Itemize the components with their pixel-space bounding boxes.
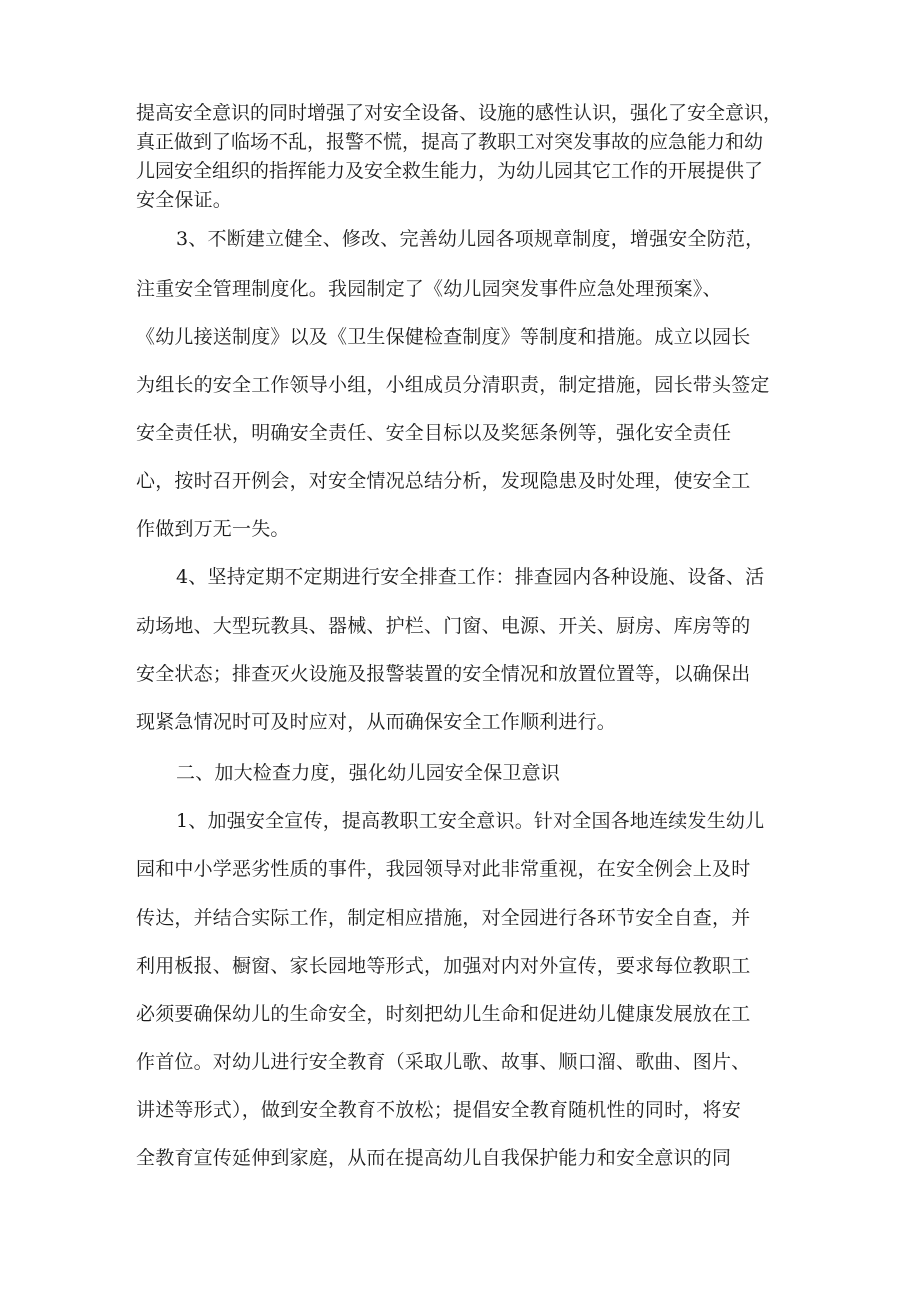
text-line: 现紧急情况时可及时应对，从而确保安全工作顺利进行。 [136,711,617,733]
text-line: 必须要确保幼儿的生命安全，时刻把幼儿生命和促进幼儿健康发展放在工 [136,1003,751,1025]
section-heading: 二、加大检查力度，强化幼儿园安全保卫意识 [176,762,561,784]
text-line: 动场地、大型玩教具、器械、护栏、门窗、电源、开关、厨房、库房等的 [136,615,751,637]
text-line: 讲述等形式），做到安全教育不放松；提倡安全教育随机性的同时，将安 [136,1099,741,1121]
text-line: 安全保证。 [136,189,233,211]
text-line: 真正做到了临场不乱，报警不慌，提高了教职工对突发事故的应急能力和幼 [136,131,764,153]
paragraph-heading-line: 3、不断建立健全、修改、完善幼儿园各项规章制度，增强安全防范， [176,228,765,250]
paragraph-heading-line: 1、加强安全宣传，提高教职工安全意识。针对全国各地连续发生幼儿 [176,810,765,832]
text-line: 作首位。对幼儿进行安全教育（采取儿歌、故事、顺口溜、歌曲、图片、 [136,1051,751,1073]
text-line: 园和中小学恶劣性质的事件，我园领导对此非常重视，在安全例会上及时 [136,858,751,880]
text-line: 提高安全意识的同时增强了对安全设备、设施的感性认识，强化了安全意识， [136,102,783,124]
text-line: 儿园安全组织的指挥能力及安全救生能力，为幼儿园其它工作的开展提供了 [136,160,764,182]
text-line: 心，按时召开例会，对安全情况总结分析，发现隐患及时处理，使安全工 [136,470,751,492]
text-line: 利用板报、橱窗、家长园地等形式，加强对内对外宣传，要求每位教职工 [136,955,751,977]
text-line: 安全状态；排查灭火设施及报警装置的安全情况和放置位置等，以确保出 [136,663,751,685]
text-line: 为组长的安全工作领导小组，小组成员分清职责，制定措施，园长带头签定 [136,374,770,396]
text-line: 全教育宣传延伸到家庭，从而在提高幼儿自我保护能力和安全意识的同 [136,1147,732,1169]
text-line: 《幼儿接送制度》以及《卫生保健检查制度》等制度和措施。成立以园长 [136,326,751,348]
text-line: 传达，并结合实际工作，制定相应措施，对全园进行各环节安全自查，并 [136,907,751,929]
paragraph-heading-line: 4、坚持定期不定期进行安全排查工作：排查园内各种设施、设备、活 [176,566,765,588]
text-line: 注重安全管理制度化。我园制定了《幼儿园突发事件应急处理预案》、 [136,278,722,300]
text-line: 安全责任状，明确安全责任、安全目标以及奖惩条例等，强化安全责任 [136,422,732,444]
text-line: 作做到万无一失。 [136,518,290,540]
